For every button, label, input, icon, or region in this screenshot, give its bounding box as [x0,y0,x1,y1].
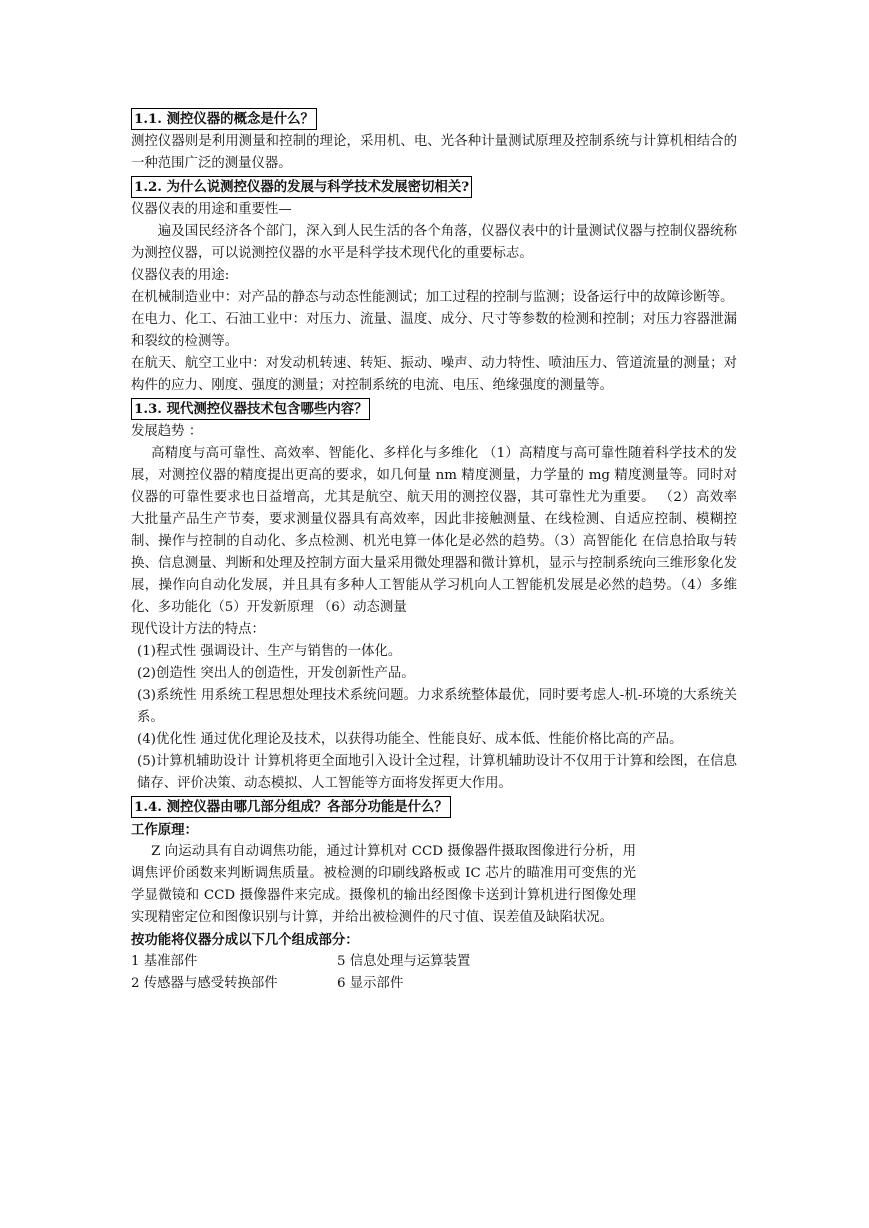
document-page [131,107,737,995]
q3-subheading-design: 现代设计方法的特点： [131,622,265,637]
component-left: 2 传感器与感受转换部件 [131,976,278,991]
component-right: 6 显示部件 [337,976,404,991]
q4-heading-principle: 工作原理： [131,822,198,838]
q3-design-item: (2)创造性 突出人的创造性，开发创新性产品。 [137,666,415,681]
component-left: 1 基准部件 [131,954,198,969]
q3-subheading-trends: 发展趋势 ： [131,424,203,439]
question-4-title: 1.4. 测控仪器由哪几部分组成？各部分功能是什么？ [131,796,451,818]
question-1-title: 1.1. 测控仪器的概念是什么？ [131,108,317,130]
q3-design-item: (4)优化性 通过优化理论及技术，以获得功能全、性能良好、成本低、性能价格比高的产品。 [137,732,683,747]
component-row [131,951,737,973]
q2-subheading-importance: 仪器仪表的用途和重要性— [131,202,292,217]
component-row [131,973,737,995]
question-2-title: 1.2. 为什么说测控仪器的发展与科学技术发展密切相关? [131,176,472,198]
q4-heading-components: 按功能将仪器分成以下几个组成部分： [131,932,359,948]
q4-principle-paragraph: Z 向运动具有自动调焦功能，通过计算机对 CCD 摄像器件摄取图像进行分析，用调焦评价函数来判断调焦质量。被检测的印刷线路板或 IC 芯片的瞄准用可变焦的光学显微镜和 CCD 摄像器件来完成。摄像机的输出经图像卡送到计算机进行图像处理实现精密定位和图像识别与计算，并给出被检测件的尺寸值、误差值及缺陷状况。 [131,844,636,925]
q3-trends-paragraph: 高精度与高可靠性、高效率、智能化、多样化与多维化 （1）高精度与高可靠性随着科学技术的发展，对测控仪器的精度提出更高的要求，如几何量 nm 精度测量，力学量的 mg 精度测量等。同时对仪器的可靠性要求也日益增高，尤其是航空、航天用的测控仪器，其可靠性尤为重要。 （2）高效率 大批量产品生产节奏，要求测量仪器具有高效率，因此非接触测量、在线检测、自适应控制、模糊控制、操作与控制的自动化、多点检测、机光电算一体化是必然的趋势。（3）高智能化 在信息拾取与转换、信息测量、判断和处理及控制方面大量采用微处理器和微计算机，显示与控制系统向三维形象化发展，操作向自动化发展，并且具有多种人工智能从学习机向人工智能机发展是必然的趋势。（4）多维化、多功能化（5）开发新原理 （6）动态测量 [131,446,737,615]
component-right: 5 信息处理与运算装置 [337,954,471,969]
q2-use-aerospace: 在航天、航空工业中：对发动机转速、转矩、振动、噪声、动力特性、喷油压力、管道流量的测量；对构件的应力、刚度、强度的测量；对控制系统的电流、电压、绝缘强度的测量等。 [131,356,737,393]
q2-subheading-uses: 仪器仪表的用途: [131,268,230,283]
q2-importance-paragraph: 遍及国民经济各个部门，深入到人民生活的各个角落，仪器仪表中的计量测试仪器与控制仪器统称为测控仪器，可以说测控仪器的水平是科学技术现代化的重要标志。 [131,224,737,261]
question-1-answer: 测控仪器则是利用测量和控制的理论，采用机、电、光各种计量测试原理及控制系统与计算机相结合的一种范围广泛的测量仪器。 [131,134,737,171]
q3-design-item: (3)系统性 用系统工程思想处理技术系统问题。力求系统整体最优，同时要考虑人-机-环境的大系统关系。 [137,688,737,725]
q3-design-item: (5)计算机辅助设计 计算机将更全面地引入设计全过程，计算机辅助设计不仅用于计算和绘图，在信息储存、评价决策、动态模拟、人工智能等方面将发挥更大作用。 [137,754,737,791]
q3-design-item: (1)程式性 强调设计、生产与销售的一体化。 [137,644,402,659]
q2-use-machinery: 在机械制造业中：对产品的静态与动态性能测试；加工过程的控制与监测；设备运行中的故障诊断等。 [131,290,734,305]
question-3-title: 1.3. 现代测控仪器技术包含哪些内容？ [131,398,370,420]
q2-use-power-chemical: 在电力、化工、石油工业中：对压力、流量、温度、成分、尺寸等参数的检测和控制；对压力容器泄漏和裂纹的检测等。 [131,312,737,349]
